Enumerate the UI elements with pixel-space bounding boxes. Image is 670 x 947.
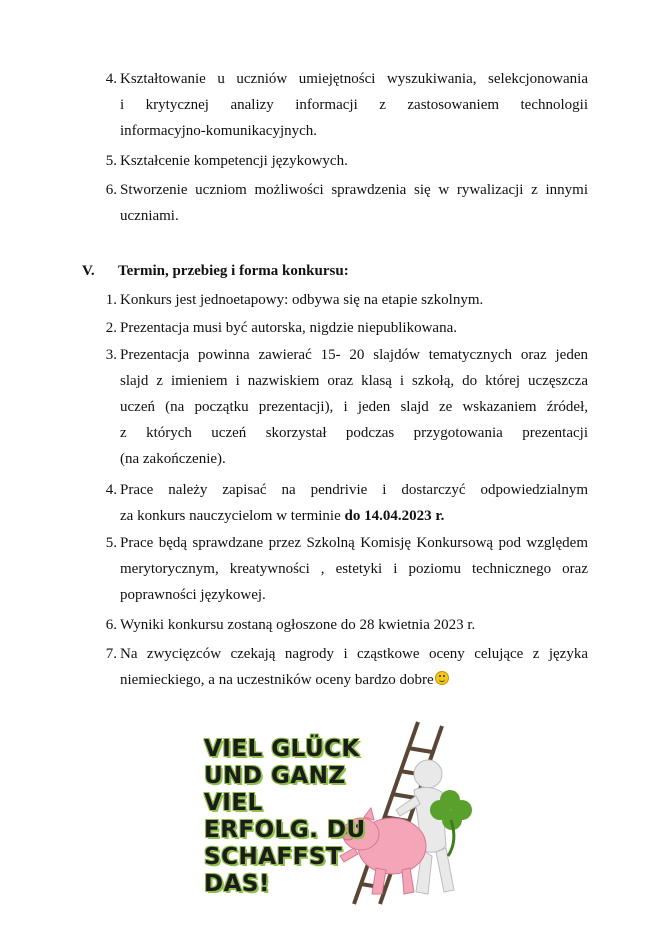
- lettering-line: ERFOLG. DU: [204, 817, 366, 843]
- lettering-line: SCHAFFST: [204, 844, 343, 870]
- list-text-line: Kształcenie kompetencji językowych.: [120, 153, 348, 169]
- lettering-line: UND GANZ: [204, 763, 346, 789]
- list-text-line: slajd z imieniem i nazwiskiem oraz klasą i szkołą, do której uczęszcza: [120, 373, 588, 389]
- list-number: 5.: [105, 535, 117, 551]
- lettering-line: VIEL GLÜCK: [204, 736, 360, 762]
- list-text-line: uczniami.: [120, 208, 179, 224]
- list-text-prefix: za konkurs nauczycielom w terminie: [120, 508, 345, 524]
- list-text-line: Prezentacja musi być autorska, nigdzie niepublikowana.: [120, 320, 457, 336]
- list-number: 4.: [105, 71, 117, 87]
- section-number: V.: [82, 263, 95, 279]
- section-title: Termin, przebieg i forma konkursu:: [118, 263, 349, 279]
- list-text-line: [120, 667, 588, 693]
- lettering-line: VIEL: [204, 790, 263, 816]
- smiley-icon: [435, 671, 449, 685]
- list-text-line: uczeń (na początku prezentacji), i jeden slajd ze wskazaniem źródeł,: [120, 399, 588, 415]
- list-text-line: merytorycznym, kreatywności , estetyki i poziomu technicznego oraz: [120, 561, 588, 577]
- list-text-line: z których uczeń skorzystał podczas przygotowania prezentacji: [120, 425, 588, 441]
- list-text-line: Na zwycięzców czekają nagrody i cząstkowe oceny celujące z języka: [120, 646, 588, 662]
- list-text-line: Kształtowanie u uczniów umiejętności wyszukiwania, selekcjonowania: [120, 71, 588, 87]
- list-text-line: (na zakończenie).: [120, 451, 226, 467]
- list-text-line: Prezentacja powinna zawierać 15- 20 slajdów tematycznych oraz jeden: [120, 347, 588, 363]
- good-luck-illustration: [196, 716, 496, 906]
- section-heading: [0, 258, 670, 284]
- list-text-content: niemieckiego, a na uczestników oceny bardzo dobre: [120, 672, 434, 688]
- list-number: 7.: [105, 646, 117, 662]
- list-number: 1.: [105, 292, 117, 308]
- list-text-line: [120, 503, 588, 529]
- list-text-line: Stworzenie uczniom możliwości sprawdzenia się w rywalizacji z innymi: [120, 182, 588, 198]
- illustration-lettering: [204, 736, 366, 898]
- list-number: 4.: [105, 482, 117, 498]
- list-text-line: i krytycznej analizy informacji z zastosowaniem technologii: [120, 97, 588, 113]
- list-number: 3.: [105, 347, 117, 363]
- lettering-line: DAS!: [204, 871, 270, 897]
- list-number: 5.: [105, 153, 117, 169]
- list-text-line: Konkurs jest jednoetapowy: odbywa się na etapie szkolnym.: [120, 292, 484, 308]
- list-text-line: Prace będą sprawdzane przez Szkolną Komisję Konkursową pod względem: [120, 535, 588, 551]
- deadline-date: do 14.04.2023 r.: [344, 508, 445, 524]
- list-text-line: informacyjno-komunikacyjnych.: [120, 123, 318, 139]
- list-number: 6.: [105, 182, 117, 198]
- list-text-line: poprawności językowej.: [120, 587, 266, 603]
- list-text-line: Wyniki konkursu zostaną ogłoszone do 28 kwietnia 2023 r.: [120, 617, 476, 633]
- list-number: 2.: [105, 320, 117, 336]
- list-number: 6.: [105, 617, 117, 633]
- list-text-line: Prace należy zapisać na pendrivie i dostarczyć odpowiedzialnym: [120, 482, 588, 498]
